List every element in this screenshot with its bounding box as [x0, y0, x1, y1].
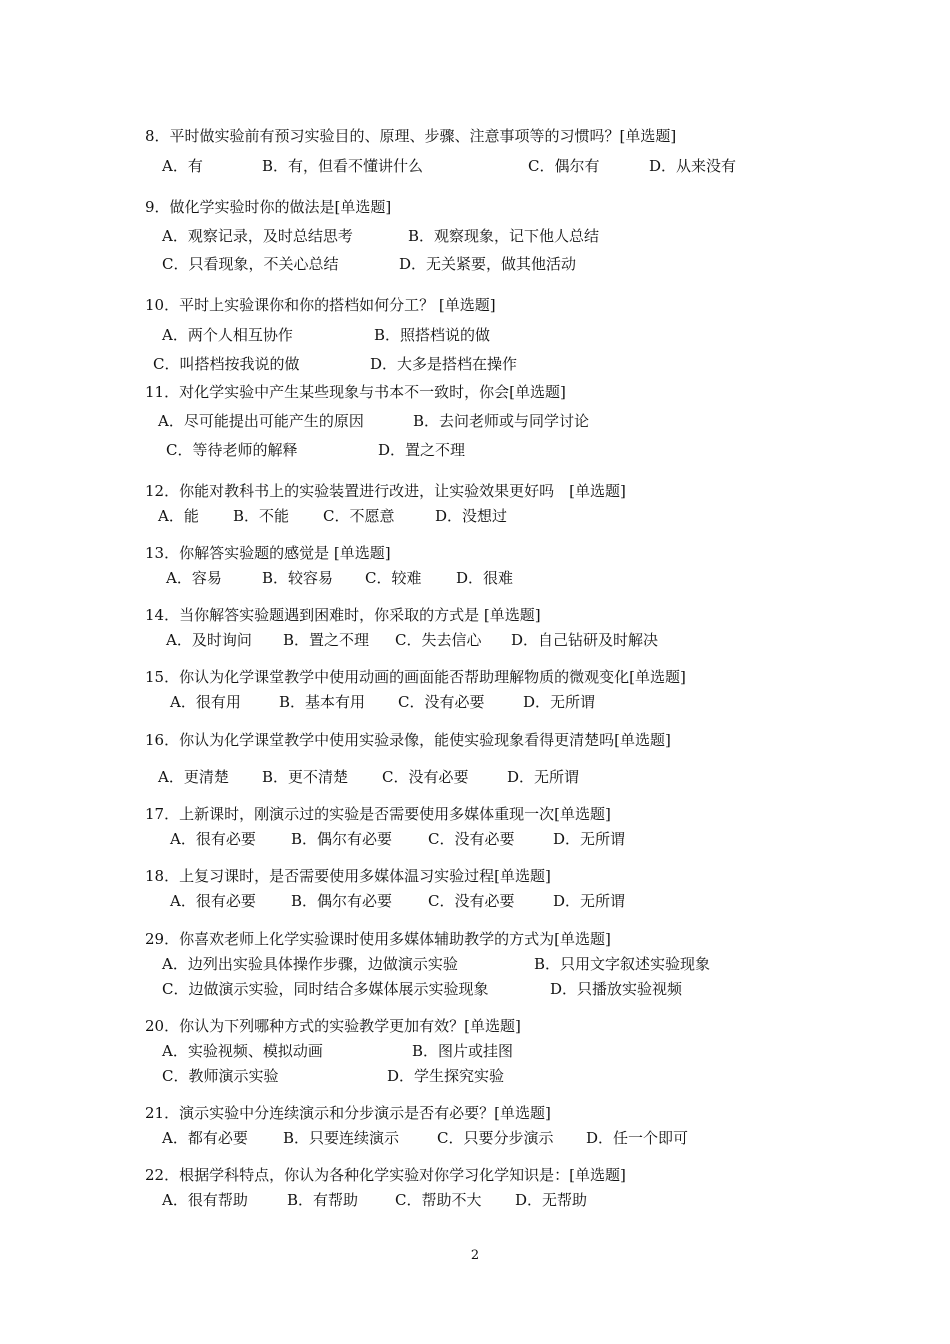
question-14: 14．当你解答实验题遇到困难时，你采取的方式是 [单选题] [145, 606, 541, 624]
option-a: A．两个人相互协作 [162, 326, 293, 344]
question-13: 13．你解答实验题的感觉是 [单选题] [145, 544, 391, 562]
option-a: A．能 [158, 507, 199, 525]
question-10: 10．平时上实验课你和你的搭档如何分工？ [单选题] [145, 296, 496, 314]
option-a: A．观察记录，及时总结思考 [162, 227, 353, 245]
option-c: C．边做演示实验，同时结合多媒体展示实验现象 [162, 980, 489, 998]
option-c: C．较难 [365, 569, 422, 587]
option-c: C．没有必要 [382, 768, 469, 786]
question-20: 20．你认为下列哪种方式的实验教学更加有效？[单选题] [145, 1017, 521, 1035]
option-c: C．教师演示实验 [162, 1067, 279, 1085]
option-c: C．只看现象，不关心总结 [162, 255, 339, 273]
option-a: A．实验视频、模拟动画 [162, 1042, 323, 1060]
option-d: D．只播放实验视频 [550, 980, 683, 998]
option-c: C．失去信心 [395, 631, 482, 649]
option-d: D．自己钻研及时解决 [511, 631, 659, 649]
option-a: A．很有必要 [170, 830, 256, 848]
option-b: B．不能 [233, 507, 290, 525]
option-d: D．置之不理 [378, 441, 466, 459]
option-d: D．大多是搭档在操作 [370, 355, 518, 373]
option-d: D．无所谓 [523, 693, 596, 711]
option-c: C．等待老师的解释 [166, 441, 298, 459]
option-d: D．从来没有 [649, 157, 737, 175]
option-c: C．没有必要 [428, 830, 515, 848]
option-d: D．没想过 [435, 507, 508, 525]
option-c: C．帮助不大 [395, 1191, 482, 1209]
option-b: B．基本有用 [279, 693, 366, 711]
question-17: 17．上新课时，刚演示过的实验是否需要使用多媒体重现一次[单选题] [145, 805, 611, 823]
option-c: C．没有必要 [428, 892, 515, 910]
option-a: A．更清楚 [158, 768, 229, 786]
question-29: 29．你喜欢老师上化学实验课时使用多媒体辅助教学的方式为[单选题] [145, 930, 611, 948]
option-a: A．很有帮助 [162, 1191, 248, 1209]
option-c: C．没有必要 [398, 693, 485, 711]
question-22: 22．根据学科特点，你认为各种化学实验对你学习化学知识是：[单选题] [145, 1166, 626, 1184]
question-18: 18．上复习课时，是否需要使用多媒体温习实验过程[单选题] [145, 867, 551, 885]
option-d: D．无所谓 [507, 768, 580, 786]
option-d: D．很难 [456, 569, 514, 587]
option-b: B．去问老师或与同学讨论 [413, 412, 590, 430]
question-9: 9．做化学实验时你的做法是[单选题] [145, 198, 392, 216]
option-c: C．叫搭档按我说的做 [153, 355, 300, 373]
option-b: B．图片或挂图 [412, 1042, 514, 1060]
option-b: B．有，但看不懂讲什么 [262, 157, 424, 175]
option-b: B．观察现象，记下他人总结 [408, 227, 600, 245]
option-c: C．不愿意 [323, 507, 395, 525]
option-a: A．尽可能提出可能产生的原因 [158, 412, 364, 430]
option-d: D．无所谓 [553, 892, 626, 910]
option-b: B．偶尔有必要 [291, 892, 393, 910]
question-8: 8．平时做实验前有预习实验目的、原理、步骤、注意事项等的习惯吗？[单选题] [145, 127, 677, 145]
option-d: D．无帮助 [515, 1191, 588, 1209]
option-b: B．更不清楚 [262, 768, 349, 786]
option-d: D．无所谓 [553, 830, 626, 848]
option-b: B．照搭档说的做 [374, 326, 491, 344]
option-b: B．有帮助 [287, 1191, 359, 1209]
option-d: D．学生探究实验 [387, 1067, 505, 1085]
question-12: 12．你能对教科书上的实验装置进行改进，让实验效果更好吗 [单选题] [145, 482, 626, 500]
page-number: 2 [470, 1248, 480, 1263]
question-11: 11．对化学实验中产生某些现象与书本不一致时，你会[单选题] [145, 383, 566, 401]
option-c: C．偶尔有 [528, 157, 600, 175]
option-a: A．很有必要 [170, 892, 256, 910]
question-15: 15．你认为化学课堂教学中使用动画的画面能否帮助理解物质的微观变化[单选题] [145, 668, 686, 686]
option-a: A．都有必要 [162, 1129, 248, 1147]
option-b: B．只用文字叙述实验现象 [534, 955, 711, 973]
option-b: B．只要连续演示 [283, 1129, 400, 1147]
option-c: C．只要分步演示 [437, 1129, 554, 1147]
option-d: D．任一个即可 [586, 1129, 689, 1147]
option-b: B．偶尔有必要 [291, 830, 393, 848]
question-16: 16．你认为化学课堂教学中使用实验录像，能使实验现象看得更清楚吗[单选题] [145, 731, 671, 749]
option-a: A．容易 [166, 569, 222, 587]
option-d: D．无关紧要，做其他活动 [399, 255, 577, 273]
option-a: A．边列出实验具体操作步骤，边做演示实验 [162, 955, 458, 973]
option-b: B．较容易 [262, 569, 334, 587]
option-b: B．置之不理 [283, 631, 370, 649]
option-a: A．很有用 [170, 693, 241, 711]
option-a: A．有 [162, 157, 203, 175]
option-a: A．及时询问 [166, 631, 252, 649]
question-21: 21．演示实验中分连续演示和分步演示是否有必要？[单选题] [145, 1104, 551, 1122]
